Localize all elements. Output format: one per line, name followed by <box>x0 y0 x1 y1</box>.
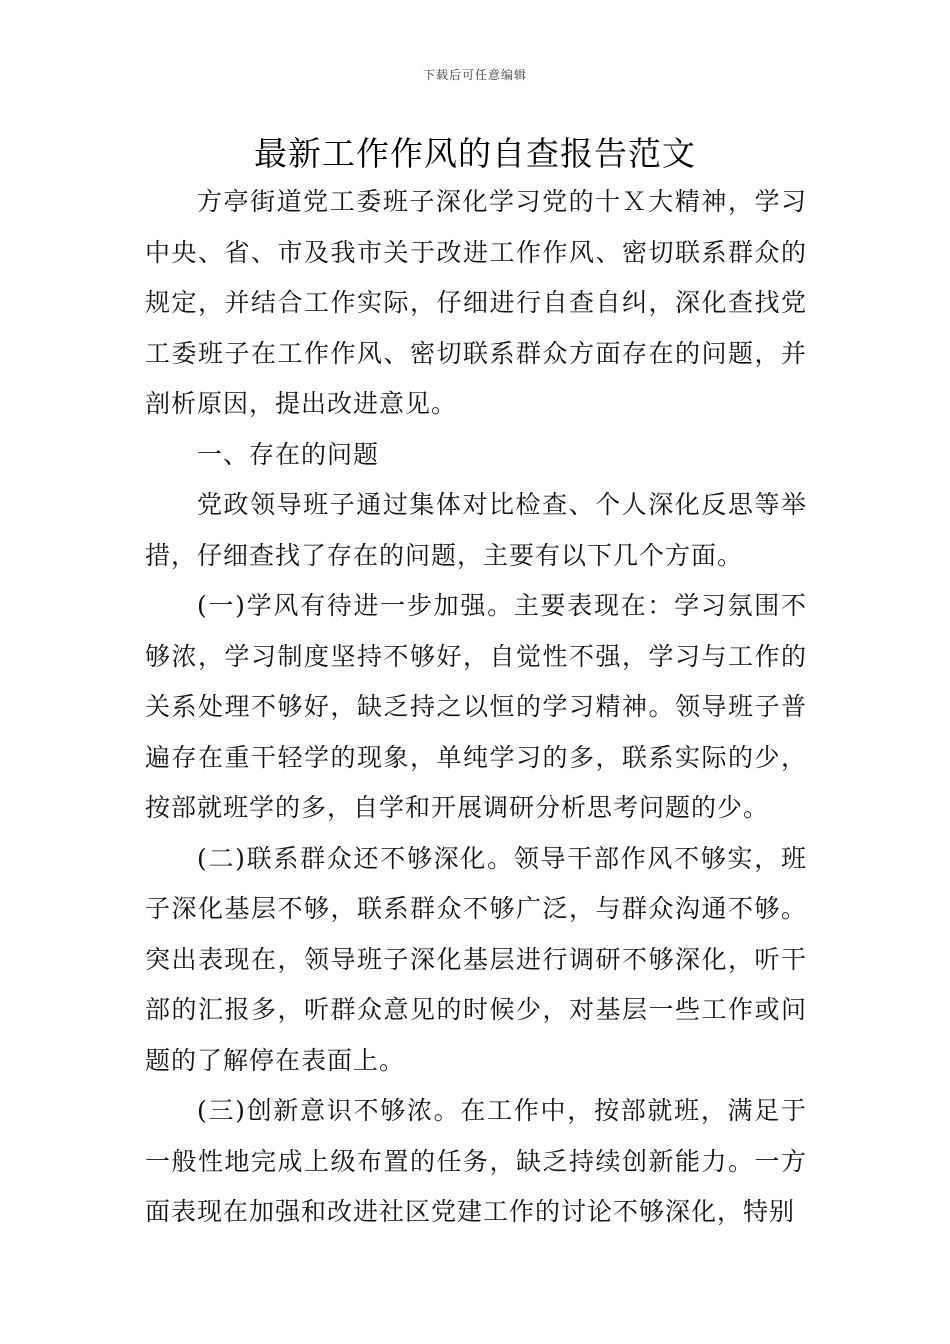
document-title: 最新工作作风的自查报告范文 <box>254 134 696 173</box>
issue-paragraph-3: (三)创新意识不够浓。在工作中，按部就班，满足于一般性地完成上级布置的任务，缺乏持续创新能力。一方面表现在加强和改进社区党建工作的讨论不够深化，特别 <box>145 1096 807 1226</box>
section-paragraph: 党政领导班子通过集体对比检查、个人深化反思等举措，仔细查找了存在的问题，主要有以下几个方面。 <box>145 490 807 570</box>
document-body <box>145 177 807 1238</box>
issue-paragraph-1: (一)学风有待进一步加强。主要表现在：学习氛围不够浓，学习制度坚持不够好，自觉性不强，学习与工作的关系处理不够好，缺乏持之以恒的学习精神。领导班子普遍存在重干轻学的现象，单纯学习的多，联系实际的少，按部就班学的多，自学和开展调研分析思考问题的少。 <box>145 591 807 822</box>
header-note: 下载后可任意编辑 <box>422 68 527 82</box>
issue-paragraph-2: (二)联系群众还不够深化。领导干部作风不够实，班子深化基层不够，联系群众不够广泛，与群众沟通不够。突出表现在，领导班子深化基层进行调研不够深化，听干部的汇报多，听群众意见的时候少，对基层一些工作或问题的了解停在表面上。 <box>145 843 807 1075</box>
section-heading: 一、存在的问题 <box>197 439 380 469</box>
intro-paragraph: 方亭街道党工委班子深化学习党的十Ｘ大精神，学习中央、省、市及我市关于改进工作作风、密切联系群众的规定，并结合工作实际，仔细进行自查自纠，深化查找党工委班子在工作作风、密切联系群众方面存在的问题，并剖析原因，提出改进意见。 <box>145 187 807 418</box>
